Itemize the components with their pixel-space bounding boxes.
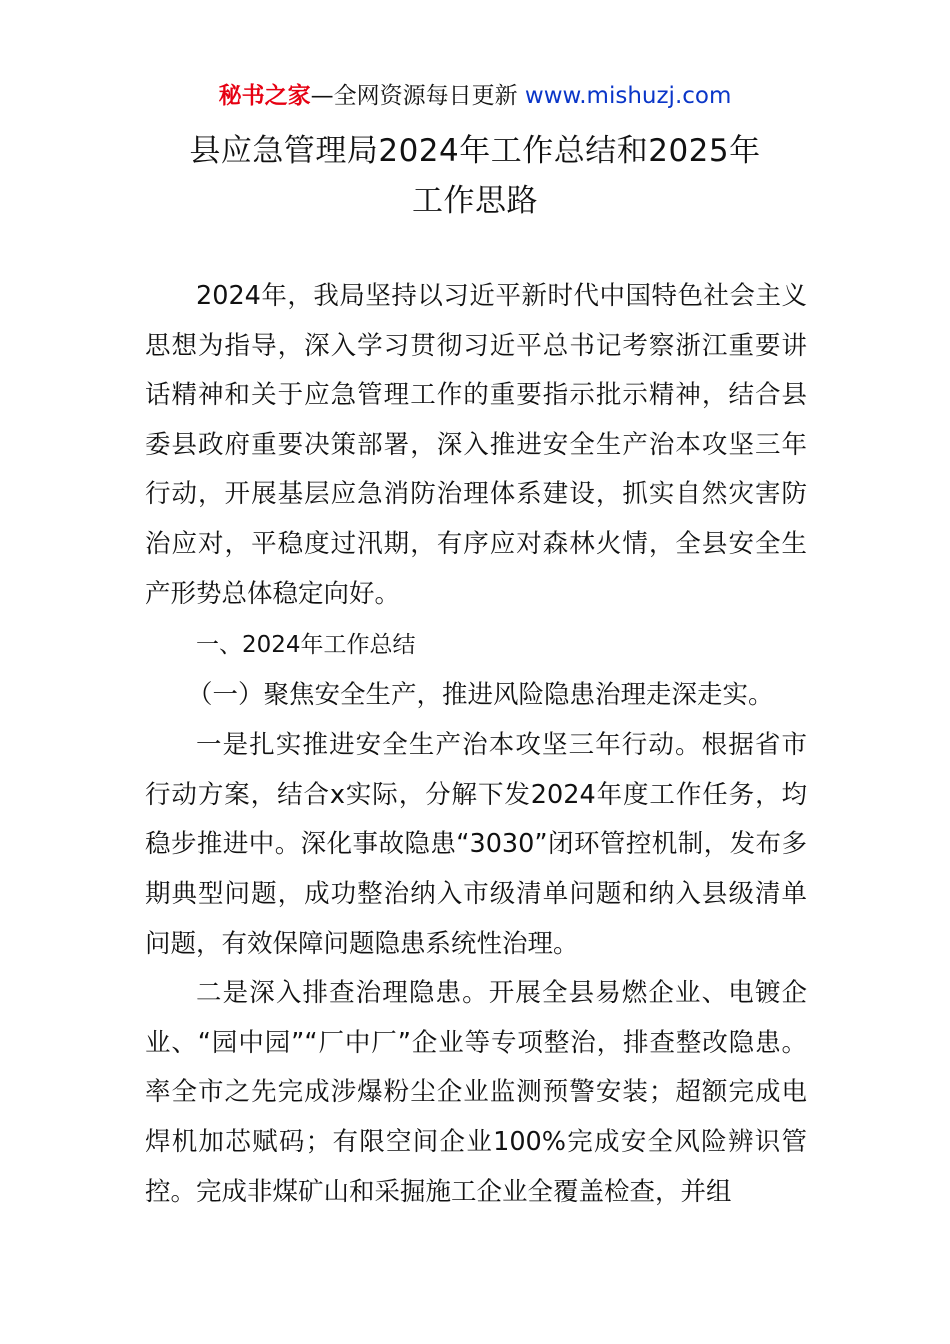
body-paragraph-1: 一是扎实推进安全生产治本攻坚三年行动。根据省市行动方案，结合x实际，分解下发2024年度工作任务，均稳步推进中。深化事故隐患“3030”闭环管控机制，发布多期典型问题，成功整治纳入市级清单问题和纳入县级清单问题，有效保障问题隐患系统性治理。 (145, 730, 807, 959)
body-paragraph-2: 二是深入排查治理隐患。开展全县易燃企业、电镀企业、“园中园”“厂中厂”企业等专项整治，排查整改隐患。率全市之先完成涉爆粉尘企业监测预警安装；超额完成电焊机加芯赋码；有限空间企业100%完成安全风险辨识管控。完成非煤矿山和采掘施工企业全覆盖检查，并组 (145, 978, 807, 1207)
brand-name[interactable]: 秘书之家 (218, 83, 311, 109)
subsection-heading: （一）聚焦安全生产，推进风险隐患治理走深走实。 (187, 680, 774, 711)
section-heading: 一、2024年工作总结 (196, 632, 416, 659)
intro-paragraph: 2024年，我局坚持以习近平新时代中国特色社会主义思想为指导，深入学习贯彻习近平总书记考察浙江重要讲话精神和关于应急管理工作的重要指示批示精神，结合县委县政府重要决策部署，深入推进安全生产治本攻坚三年行动，开展基层应急消防治理体系建设，抓实自然灾害防治应对，平稳度过汛期，有序应对森林火情，全县安全生产形势总体稳定向好。 (145, 281, 807, 609)
header-tagline: —全网资源每日更新 (310, 83, 518, 109)
site-url-link[interactable]: www.mishuzj.com (524, 83, 732, 109)
document-title (0, 126, 950, 226)
title-line-2: 工作思路 (412, 183, 538, 219)
document-body (145, 272, 807, 1217)
site-header (0, 80, 950, 112)
title-line-1: 县应急管理局2024年工作总结和2025年 (189, 133, 761, 169)
